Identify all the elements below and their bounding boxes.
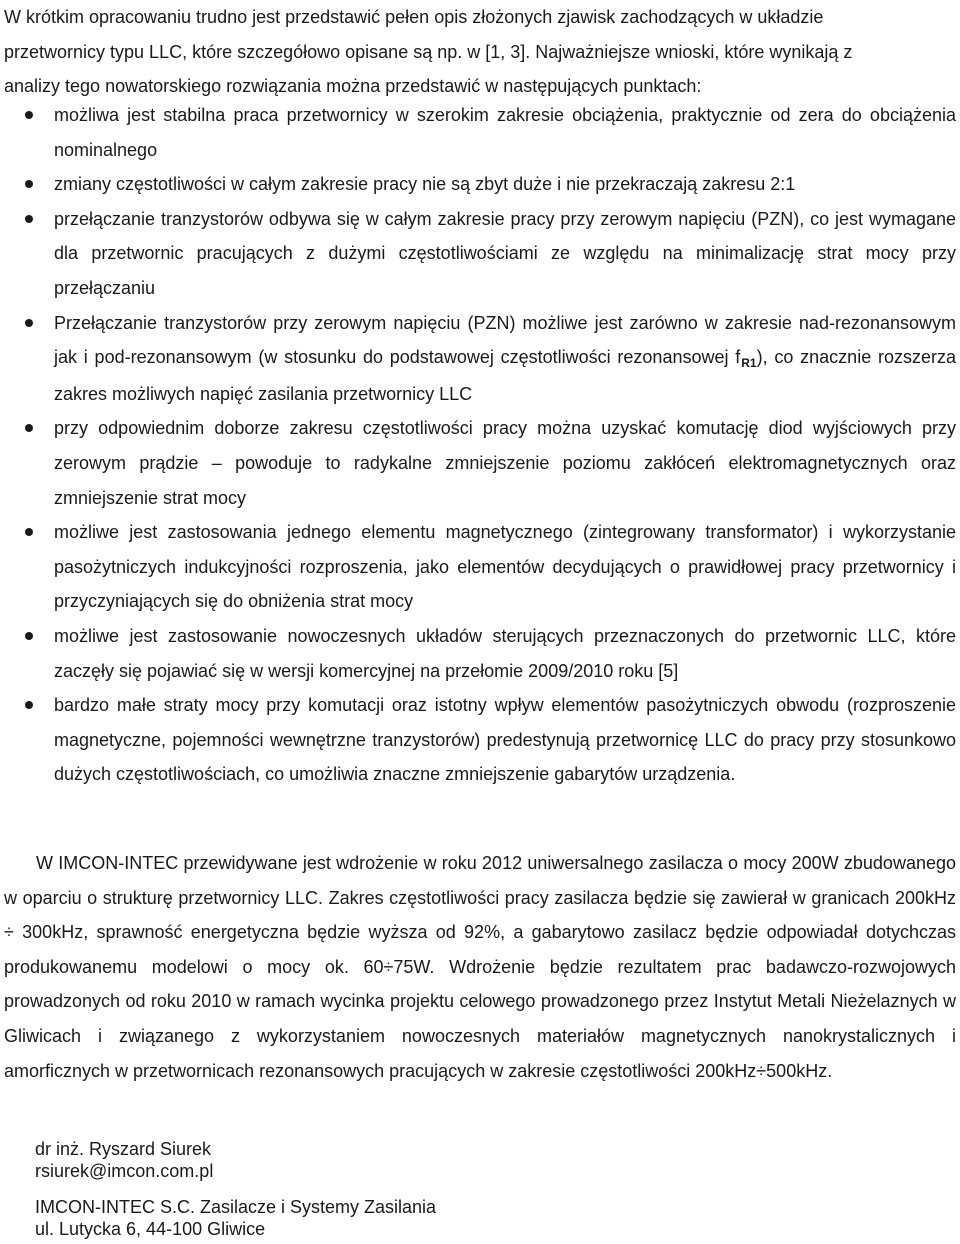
list-item-text: możliwe jest zastosowanie nowoczesnych układów sterujących przeznaczonych do przetwornic LLC, które zaczęły się pojawiać się w wersji komercyjnej na przełomie 2009/2010 roku [5] bbox=[54, 625, 956, 681]
bullet-dot-icon bbox=[25, 528, 33, 536]
intro-line-2: przetwornicy typu LLC, które szczegółowo opisane są np. w [1, 3]. Najważniejsze wnioski, które wynikają z bbox=[4, 41, 853, 62]
list-item-text-after: ), co znacznie rozszerza zakres możliwych napięć zasilania przetwornicy LLC bbox=[54, 347, 956, 404]
bullet-dot-icon bbox=[25, 319, 33, 327]
bullet-dot-icon bbox=[25, 701, 33, 709]
author-name: dr inż. Ryszard Siurek bbox=[35, 1139, 212, 1159]
intro-line-1: W krótkim opracowaniu trudno jest przedstawić pełen opis złożonych zjawisk zachodzących w układzie bbox=[4, 7, 824, 27]
conclusions-list bbox=[0, 98, 960, 792]
bullet-dot-icon bbox=[25, 424, 33, 432]
bullet-dot-icon bbox=[25, 180, 33, 188]
bullet-dot-icon bbox=[25, 632, 33, 640]
bullet-dot-icon bbox=[25, 111, 33, 119]
list-item-text-before: Przełączanie tranzystorów przy zerowym napięciu (PZN) możliwe jest zarówno w zakresie nad-rezonansowym jak i pod-rezonansowym (w stosunku do podstawowej częstotliwości rezonansowej f bbox=[54, 312, 956, 368]
list-item-text: przełączanie tranzystorów odbywa się w całym zakresie pracy przy zerowym napięciu (PZN), co jest wymagane dla przetwornic pracujących z dużymi częstotliwościami ze względu na minimalizację strat mocy przy przełączaniu bbox=[54, 208, 956, 298]
author-email: rsiurek@imcon.com.pl bbox=[35, 1161, 214, 1181]
company-address: ul. Lutycka 6, 44-100 Gliwice bbox=[35, 1219, 266, 1239]
company-name: IMCON-INTEC S.C. Zasilacze i Systemy Zasilania bbox=[35, 1197, 437, 1217]
list-item-text: przy odpowiednim doborze zakresu częstotliwości pracy można uzyskać komutację diod wyjściowych przy zerowym prądzie – powoduje to radykalne zmniejszenie poziomu zakłóceń elektromagnetycznych oraz zmniejszenie strat mocy bbox=[54, 418, 956, 508]
list-item bbox=[0, 98, 960, 167]
subscript-r1: R1 bbox=[741, 356, 757, 371]
signature-block bbox=[35, 1138, 436, 1240]
list-item bbox=[0, 515, 960, 619]
closing-paragraph bbox=[0, 846, 960, 1088]
list-item bbox=[0, 619, 960, 688]
intro-paragraph bbox=[0, 0, 960, 104]
closing-text: W IMCON-INTEC przewidywane jest wdrożenie w roku 2012 uniwersalnego zasilacza o mocy 200W zbudowanego w oparciu o strukturę przetwornicy LLC. Zakres częstotliwości pracy zasilacza będzie się zawierał w granicach 200kHz ÷ 300kHz, sprawność energetyczna będzie wyższa od 92%, a gabarytowo zasilacz będzie odpowiadał dotychczas produkowanemu modelowi o mocy ok. 60÷75W. Wdrożenie będzie rezultatem prac badawczo-rozwojowych prowadzonych od roku 2010 w ramach wycinka projektu celowego prowadzonego przez Instytut Metali Nieżelaznych w Gliwicach i związanego z wykorzystaniem nowoczesnych materiałów magnetycznych nanokrystalicznych i amorficznych w przetwornicach rezonansowych pracujących w zakresie częstotliwości 200kHz÷500kHz. bbox=[4, 853, 956, 1081]
list-item bbox=[0, 167, 960, 202]
bullet-dot-icon bbox=[25, 215, 33, 223]
list-item bbox=[0, 202, 960, 306]
intro-line-3: analizy tego nowatorskiego rozwiązania można przedstawić w następujących punktach: bbox=[4, 76, 702, 97]
list-item-text: zmiany częstotliwości w całym zakresie pracy nie są zbyt duże i nie przekraczają zakresu 2:1 bbox=[54, 174, 796, 195]
list-item bbox=[0, 306, 960, 412]
list-item-text: możliwa jest stabilna praca przetwornicy w szerokim zakresie obciążenia, praktycznie od zera do obciążenia nominalnego bbox=[54, 105, 956, 160]
list-item-text: możliwe jest zastosowania jednego elementu magnetycznego (zintegrowany transformator) i wykorzystanie pasożytniczych indukcyjności rozproszenia, jako elementów decydujących o prawidłowej pracy przetwornicy i przyczyniających się do obniżenia strat mocy bbox=[54, 522, 956, 612]
list-item-text: bardzo małe straty mocy przy komutacji oraz istotny wpływ elementów pasożytniczych obwodu (rozproszenie magnetyczne, pojemności wewnętrzne tranzystorów) predestynują przetwornicę LLC do pracy przy stosunkowo dużych częstotliwościach, co umożliwia znaczne zmniejszenie gabarytów urządzenia. bbox=[54, 695, 956, 785]
list-item bbox=[0, 688, 960, 792]
list-item bbox=[0, 411, 960, 515]
